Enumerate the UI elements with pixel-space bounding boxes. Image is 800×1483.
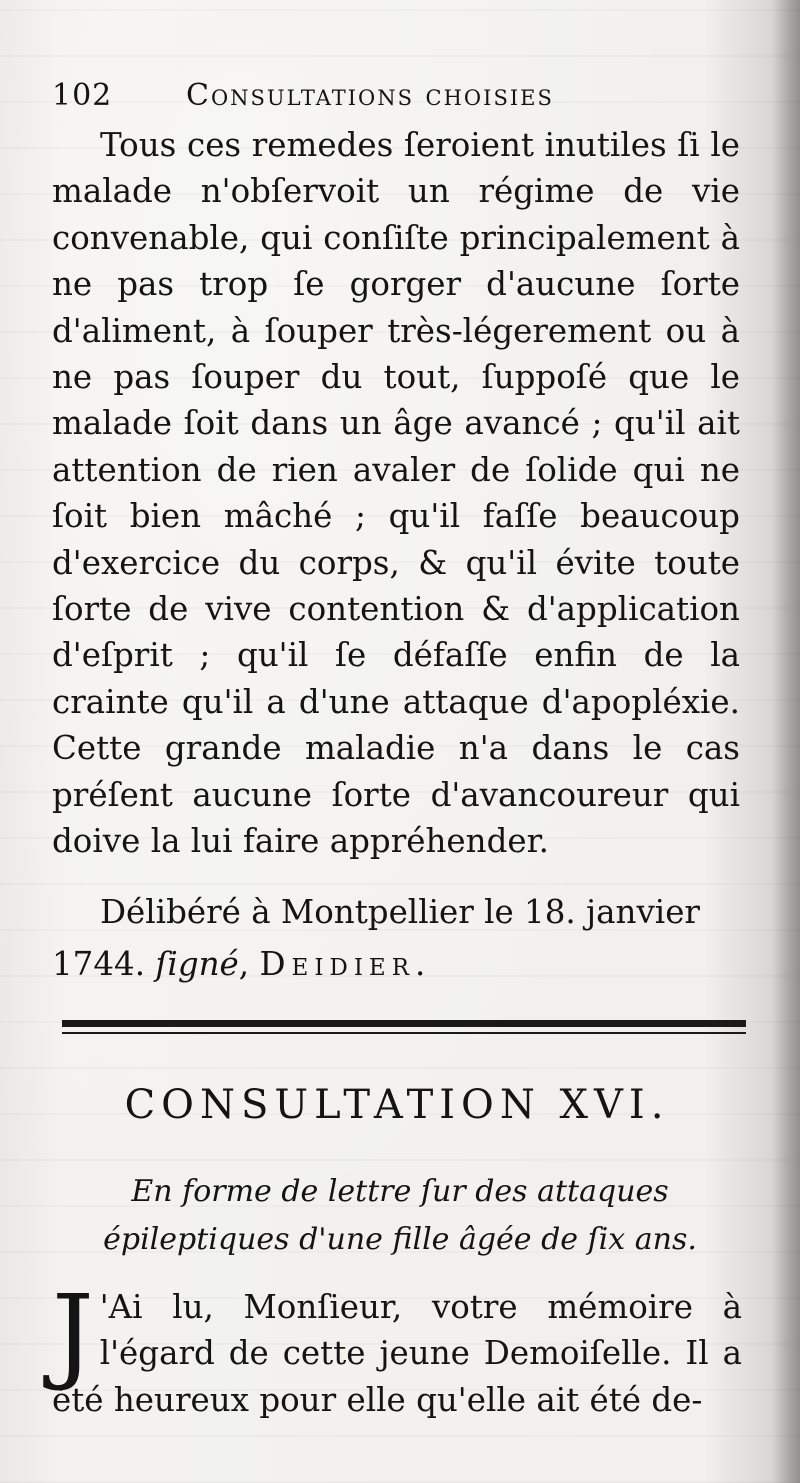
consultation-subtitle: En forme de lettre ſur des attaques épileptiques d'une fille âgée de ſix ans. [103, 1174, 697, 1257]
consultation-title: CONSULTATION XVI. [124, 1082, 670, 1128]
drop-cap: J [52, 1272, 94, 1394]
signature-author: Deidier. [259, 945, 432, 983]
page-header [52, 72, 742, 122]
letter-opening [52, 1272, 742, 1423]
signature-signed: ſigné [155, 945, 239, 983]
binding-shadow [772, 0, 800, 1483]
section-rule-thick [62, 1020, 746, 1027]
page-number: 102 [52, 78, 113, 113]
running-title: Consultations choisies [186, 78, 554, 113]
signature-line: Délibéré à Montpellier le 18. janvier 1744. ſigné, Deidier. [52, 893, 700, 983]
letter-text: 'Ai lu, Monſieur, votre mémoire à l'égard de cette jeune Demoiſelle. Il a été heureux pour elle qu'elle ait été de- [52, 1288, 742, 1419]
section-rule-thin [62, 1032, 746, 1034]
signature-date: Délibéré à Montpellier le 18. janvier 1744. [52, 893, 700, 983]
body-paragraph: Tous ces remedes ſeroient inutiles ſi le malade n'obſervoit un régime de vie convenable, qui conſiſte principalement à ne pas trop ſe gorger d'aucune ſorte d'aliment, à ſouper très-légerement ou à ne pas ſouper du tout, ſuppoſé que le malade ſoit dans un âge avancé ; qu'il ait attention de rien avaler de ſolide qui ne ſoit bien mâché ; qu'il faſſe beaucoup d'exercice du corps, & qu'il évite toute ſorte de vive contention & d'application d'eſprit ; qu'il ſe défaſſe enfin de la crainte qu'il a d'une attaque d'apopléxie. Cette grande maladie n'a dans le cas préſent aucune ſorte d'avancoureur qui doive la lui faire appréhender. [52, 126, 740, 861]
